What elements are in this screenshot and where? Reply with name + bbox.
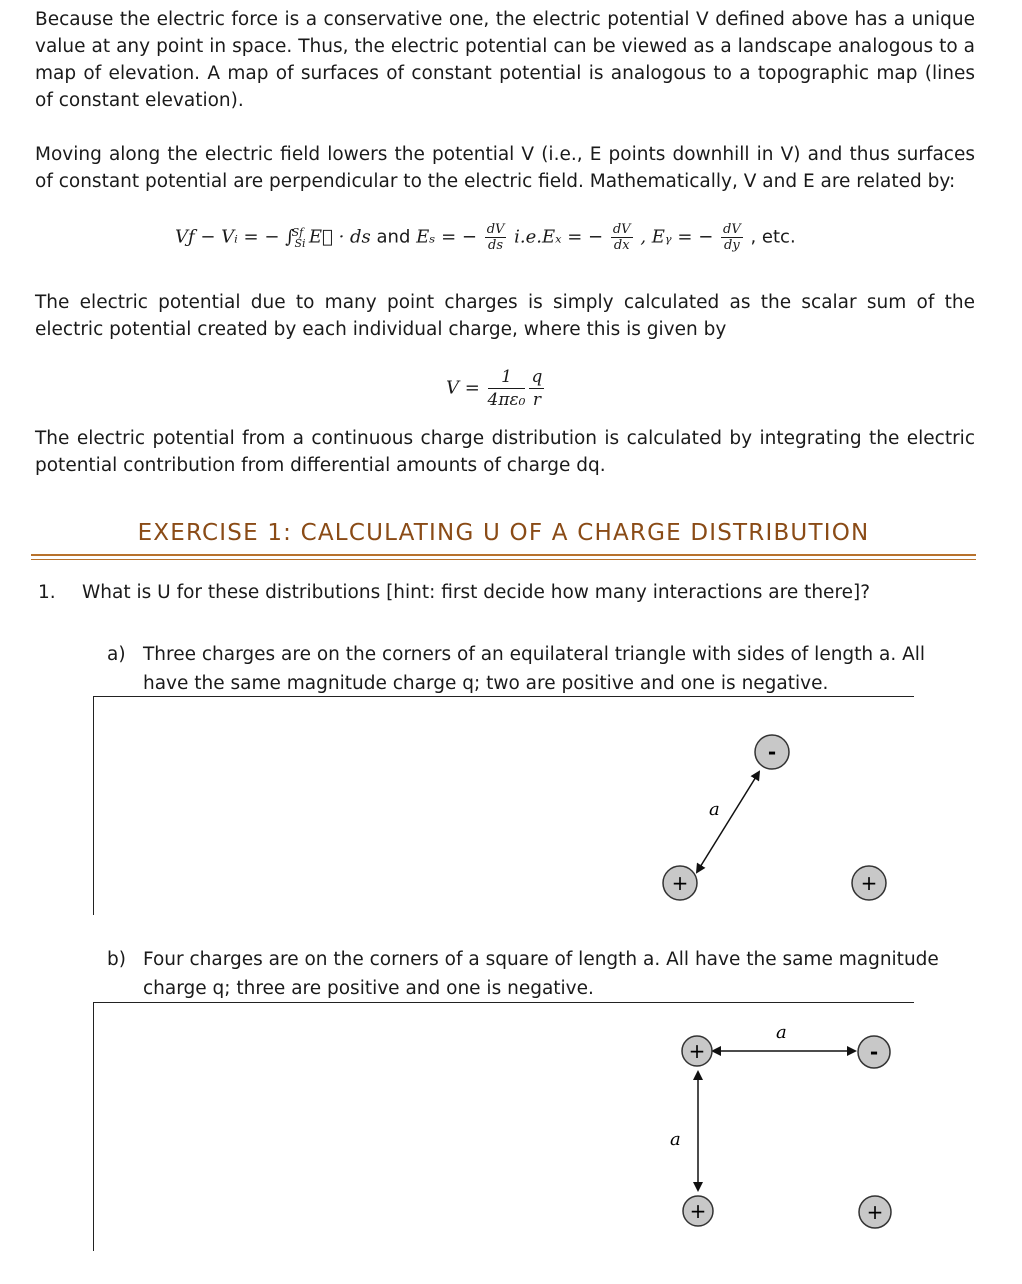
eq1-frac-dx: $\frac{dV}{dx}$ — [612, 222, 631, 253]
eq1-upper-limit: Sf — [291, 225, 304, 239]
eq2-lhs: V = — [446, 377, 480, 399]
subquestion-b-label: b) — [107, 949, 126, 970]
question-text: What is U for these distributions [hint: first decide how many interactions are there]? — [82, 582, 871, 603]
svg-text:-: - — [767, 740, 777, 764]
eq1-and: and — [376, 226, 411, 248]
intro-paragraph-4: The electric potential from a continuous charge distribution is calculated by integrating the electric potential contribution from differential amounts of charge dq. — [35, 428, 975, 476]
svg-text:+: + — [689, 1199, 707, 1223]
eq1-frac-dy: $\frac{dV}{dy}$ — [723, 222, 741, 253]
svg-text:-: - — [869, 1040, 879, 1064]
answer-box-b[interactable] — [93, 1002, 914, 1251]
eq1-lhs: Vƒ − Vᵢ = − ∫ — [175, 226, 295, 248]
eq1-etc: , etc. — [750, 226, 796, 248]
svg-text:+: + — [671, 871, 689, 895]
question-number: 1. — [38, 582, 56, 603]
eq2-frac-qr: $\frac{q}{r}$ — [531, 367, 543, 410]
square-left-label: a — [670, 1129, 681, 1150]
eq2-frac-constant: $\frac{1}{\text{4πε₀}}$ — [487, 367, 526, 410]
charge-a-top — [755, 735, 789, 769]
intro-paragraph-2: Moving along the electric field lowers the potential V (i.e., E points downhill in V) and thus surfaces of constant potential are perpendicular to the electric field. Mathematically, V and E are related by: — [35, 144, 975, 192]
exercise-heading: EXERCISE 1: CALCULATING U OF A CHARGE DISTRIBUTION — [137, 520, 870, 546]
subquestion-a-label: a) — [107, 644, 126, 665]
eq1-integrand: E⃗ · ds — [308, 226, 371, 248]
subquestion-a-text: Three charges are on the corners of an equilateral triangle with sides of length a. All have the same magnitude charge q; two are positive and one is negative. — [143, 644, 926, 694]
svg-text:+: + — [860, 871, 878, 895]
svg-text:+: + — [688, 1039, 706, 1063]
eq1-ie: i.e.Eₓ = — [514, 226, 583, 248]
charge-a-bottom-right — [852, 866, 886, 900]
intro-paragraph-3: The electric potential due to many point charges is simply calculated as the scalar sum of the electric potential created by each individual charge, where this is given by — [35, 292, 975, 340]
svg-text:+: + — [866, 1200, 884, 1224]
eq1-es: Eₛ = — [416, 226, 457, 248]
square-top-label: a — [776, 1022, 787, 1043]
eq1-frac-ds: $\frac{dV}{ds}$ — [486, 222, 505, 253]
intro-paragraph-1: Because the electric force is a conservative one, the electric potential V defined above has a unique value at any point in space. Thus, the electric potential can be viewed as a landscape analogous to a map of elevation. A map of surfaces of constant potential is analogous to a topographic map (lines of constant elevation). — [35, 9, 975, 111]
eq1-lower-limit: Si — [294, 237, 306, 251]
charge-a-bottom-left — [663, 866, 697, 900]
triangle-side-arrow — [697, 772, 759, 872]
subquestion-b-text: Four charges are on the corners of a square of length a. All have the same magnitude charge q; three are positive and one is negative. — [143, 949, 939, 999]
eq1-ey: , Eᵧ = — [640, 226, 693, 248]
triangle-side-label: a — [709, 799, 720, 820]
equation-field-potential: Vƒ − Vᵢ = − $\int_{Si}^{Sf}$ E⃗ · ds and Eₛ = − $\frac{dV}{ds}$ i.e.Eₓ = − $\frac{dV}{dx}$ , Eᵧ = − $\frac{dV}{dy}$ , etc. — [175, 222, 796, 253]
